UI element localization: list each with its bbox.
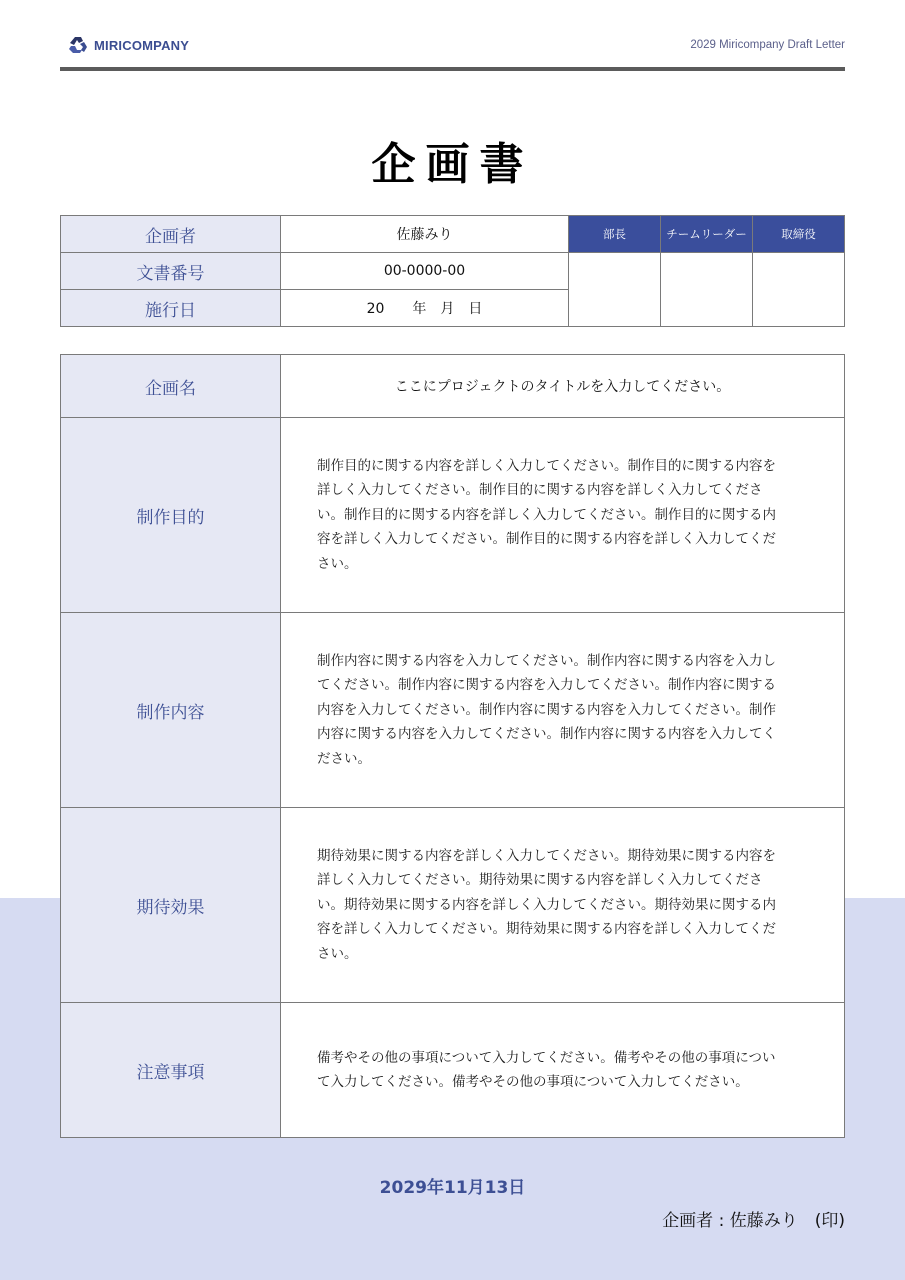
info-table [60, 215, 845, 327]
table-row [61, 418, 845, 613]
proposal-table [60, 354, 845, 1138]
content-cell[interactable] [281, 613, 845, 808]
approval-stamp-director[interactable] [753, 253, 845, 327]
header-divider [60, 67, 845, 71]
expected-effect-label: 期待効果 [61, 808, 281, 1003]
document-number-value[interactable]: 00-0000-00 [281, 253, 569, 290]
page-header [60, 30, 845, 68]
company-logo [68, 36, 189, 54]
notes-label: 注意事項 [61, 1003, 281, 1138]
project-name-value[interactable]: ここにプロジェクトのタイトルを入力してください。 [281, 355, 845, 418]
table-row [61, 808, 845, 1003]
planner-signature: 企画者 : 佐藤みり (印) [662, 1211, 845, 1231]
company-name: MIRICOMPANY [94, 37, 190, 53]
approval-stamp-team-leader[interactable] [661, 253, 753, 327]
page-title: 企画書 [371, 139, 534, 190]
approval-head-director: 取締役 [753, 216, 845, 253]
project-name-label: 企画名 [61, 355, 281, 418]
purpose-text: 制作目的に関する内容を詳しく入力してください。制作目的に関する内容を詳しく入力してください。制作目的に関する内容を詳しく入力してください。制作目的に関する内容を詳しく入力してください。制作目的に関する内容を詳しく入力してください。制作目的に関する内容を詳しく入力してください。 [317, 457, 776, 572]
table-row [61, 613, 845, 808]
expected-effect-text: 期待効果に関する内容を詳しく入力してください。期待効果に関する内容を詳しく入力してください。期待効果に関する内容を詳しく入力してください。期待効果に関する内容を詳しく入力してください。期待効果に関する内容を詳しく入力してください。期待効果に関する内容を詳しく入力してください。 [317, 847, 776, 962]
purpose-label: 制作目的 [61, 418, 281, 613]
planner-label: 企画者 [61, 216, 281, 253]
content-label: 制作内容 [61, 613, 281, 808]
approval-stamp-manager[interactable] [569, 253, 661, 327]
footer-date: 2029年11月13日 [379, 1178, 526, 1198]
document-number-label: 文書番号 [61, 253, 281, 290]
table-row [61, 1003, 845, 1138]
recycle-arrows-icon [68, 36, 88, 54]
effective-date-value[interactable]: 20 年 月 日 [281, 290, 569, 327]
document-label: 2029 Miricompany Draft Letter [690, 39, 845, 51]
content-text: 制作内容に関する内容を入力してください。制作内容に関する内容を入力してください。制作内容に関する内容を入力してください。制作内容に関する内容を入力してください。制作内容に関する内容を入力してください。制作内容に関する内容を入力してください。制作内容に関する内容を入力してください。 [317, 652, 776, 767]
effective-date-label: 施行日 [61, 290, 281, 327]
approval-head-manager: 部長 [569, 216, 661, 253]
purpose-cell[interactable] [281, 418, 845, 613]
notes-cell[interactable] [281, 1003, 845, 1138]
planner-value[interactable]: 佐藤みり [281, 216, 569, 253]
approval-head-team-leader: チームリーダー [661, 216, 753, 253]
notes-text: 備考やその他の事項について入力してください。備考やその他の事項について入力してください。備考やその他の事項について入力してください。 [317, 1049, 776, 1090]
expected-effect-cell[interactable] [281, 808, 845, 1003]
